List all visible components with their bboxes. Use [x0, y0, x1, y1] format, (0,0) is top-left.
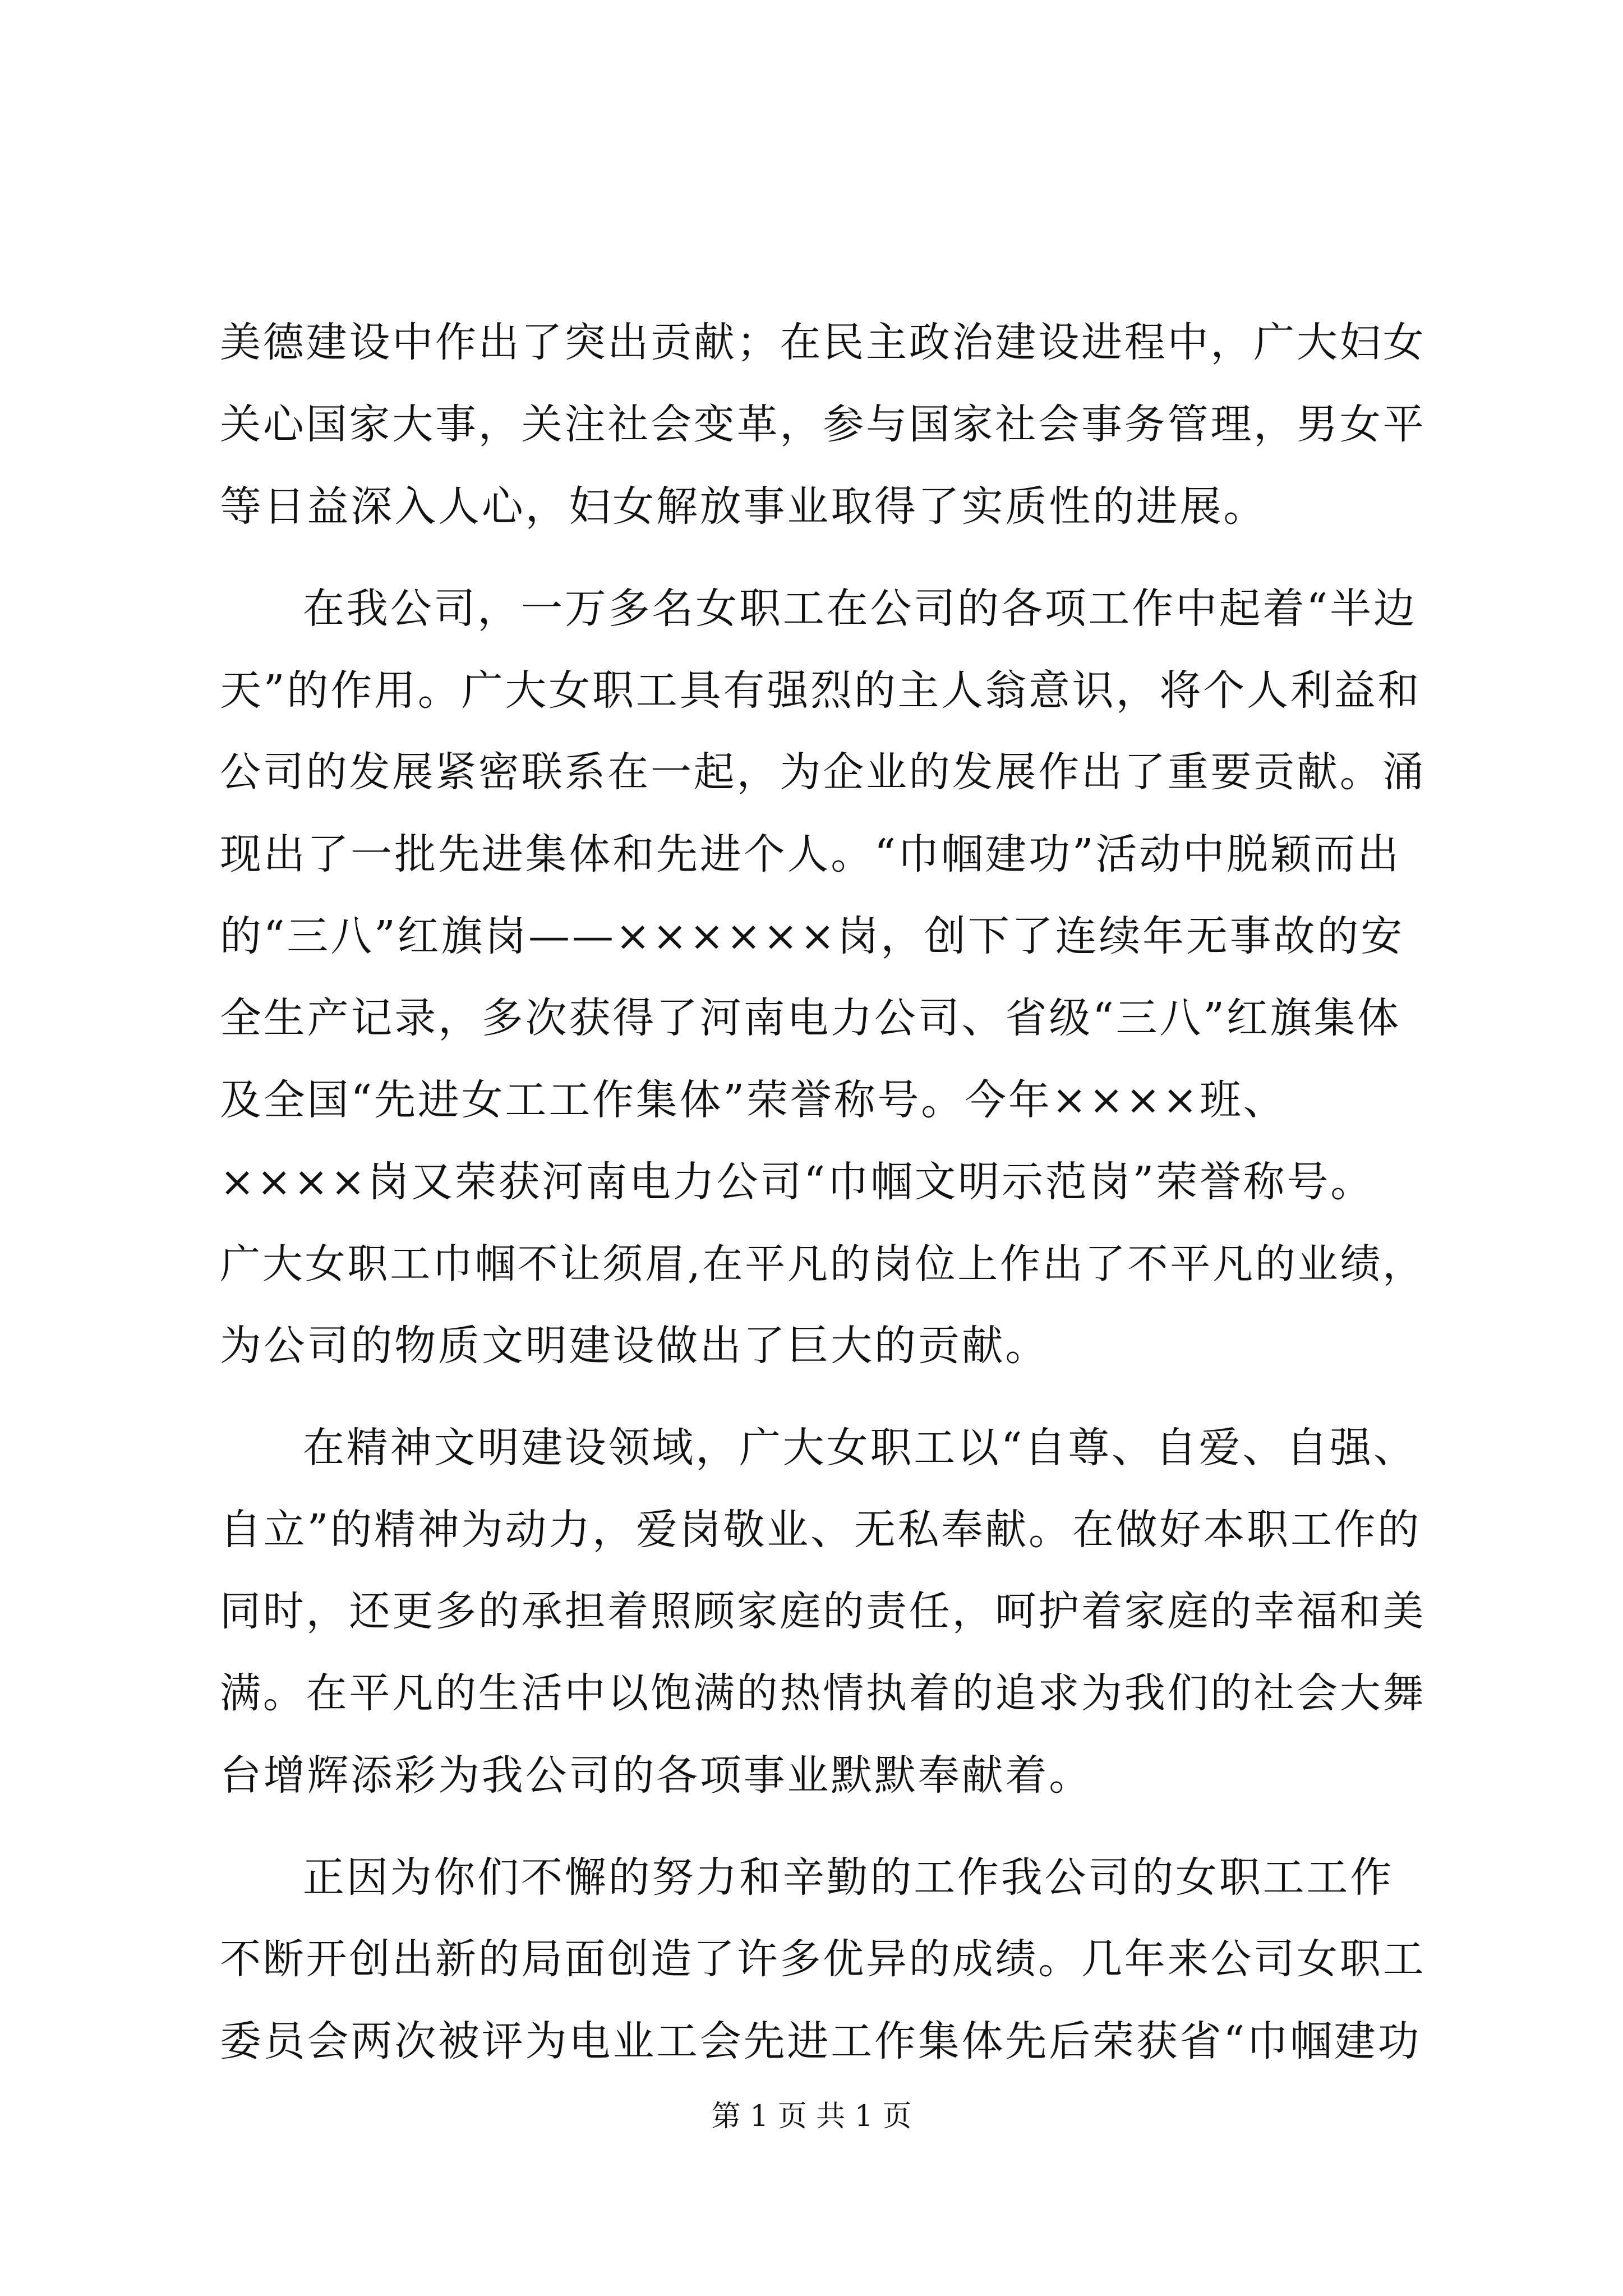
text-line: 的“三八”红旗岗——××××××岗，创下了连续年无事故的安	[220, 912, 1404, 960]
text-line: 为公司的物质文明建设做出了巨大的贡献。	[220, 1322, 1049, 1370]
text-line: 全生产记录，多次获得了河南电力公司、省级“三八”红旗集体	[220, 994, 1401, 1042]
text-line: 广大女职工巾帼不让须眉,在平凡的岗位上作出了不平凡的业绩，	[220, 1240, 1426, 1287]
text-line: 满。在平凡的生活中以饱满的热情执着的追求为我们的社会大舞	[220, 1669, 1426, 1717]
text-line: 等日益深入人心，妇女解放事业取得了实质性的进展。	[220, 482, 1267, 531]
text-line: 美德建设中作出了突出贡献；在民主政治建设进程中，广大妇女	[220, 319, 1426, 366]
text-line: 台增辉添彩为我公司的各项事业默默奉献着。	[220, 1751, 1092, 1800]
paragraph-first-line: 正因为你们不懈的努力和辛勤的工作我公司的女职工工作	[303, 1853, 1394, 1902]
paragraph-first-line: 在精神文明建设领域，广大女职工以“自尊、自爱、自强、	[303, 1424, 1417, 1472]
text-line: 委员会两次被评为电业工会先进工作集体先后荣获省“巾帼建功	[220, 2017, 1422, 2065]
text-line: 公司的发展紧密联系在一起，为企业的发展作出了重要贡献。涌	[220, 748, 1426, 796]
page-footer: 第 1 页 共 1 页	[711, 2100, 912, 2133]
text-line: ××××岗又荣获河南电力公司“巾帼文明示范岗”荣誉称号。	[220, 1158, 1375, 1206]
text-line: 关心国家大事，关注社会变革，参与国家社会事务管理，男女平	[220, 401, 1426, 448]
text-line: 天”的作用。广大女职工具有强烈的主人翁意识，将个人利益和	[220, 666, 1422, 715]
text-line: 自立”的精神为动力，爱岗敬业、无私奉献。在做好本职工作的	[220, 1506, 1422, 1554]
text-line: 及全国“先进女工工作集体”荣誉称号。今年××××班、	[220, 1076, 1287, 1124]
text-line: 不断开创出新的局面创造了许多优异的成绩。几年来公司女职工	[220, 1935, 1426, 1983]
text-line: 同时，还更多的承担着照顾家庭的责任，呵护着家庭的幸福和美	[220, 1588, 1426, 1635]
text-line: 现出了一批先进集体和先进个人。“巾帼建功”活动中脱颖而出	[220, 830, 1401, 878]
paragraph-first-line: 在我公司，一万多名女职工在公司的各项工作中起着“半边	[303, 585, 1417, 633]
body-text	[220, 302, 1431, 2082]
